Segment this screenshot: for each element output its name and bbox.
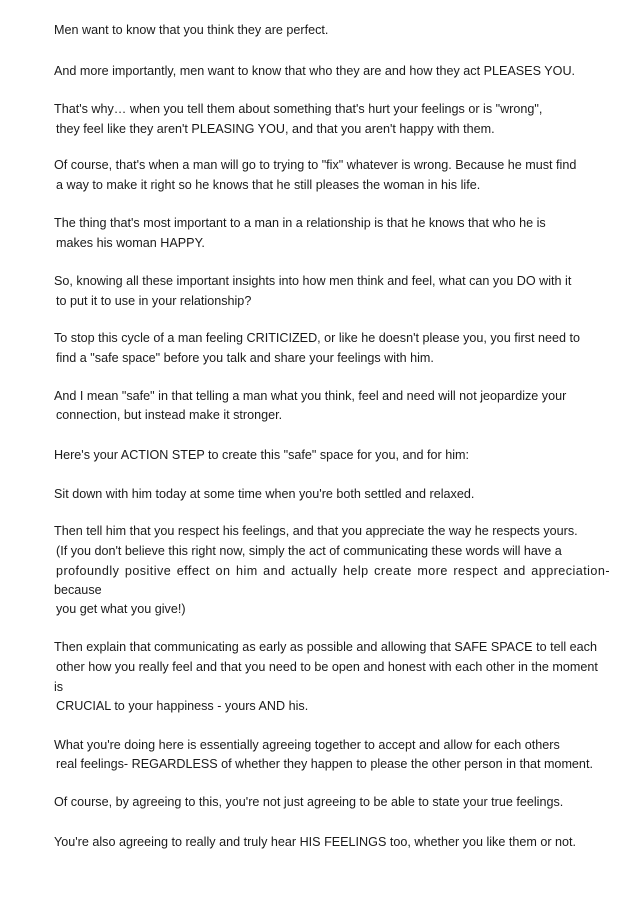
paragraph-line: And more importantly, men want to know that who they are and how they act PLEASES YOU.	[54, 64, 576, 78]
paragraph-line: Of course, that's when a man will go to trying to "fix" whatever is wrong. Because he must find	[54, 158, 577, 172]
paragraph-line: CRUCIAL to your happiness - yours AND his.	[56, 699, 309, 713]
paragraph-line: Men want to know that you think they are perfect.	[54, 23, 329, 37]
paragraph-line: connection, but instead make it stronger.	[56, 408, 283, 422]
paragraph-line: is	[54, 680, 64, 694]
paragraph-line: because	[54, 583, 102, 597]
paragraph-line: to put it to use in your relationship?	[56, 294, 252, 308]
paragraph-line: profoundly positive effect on him and actually help create more respect and appreciation-	[56, 564, 610, 578]
paragraph-line: real feelings- REGARDLESS of whether they happen to please the other person in that moment.	[56, 757, 593, 771]
paragraph-line: That's why… when you tell them about something that's hurt your feelings or is "wrong",	[54, 102, 543, 116]
paragraph-line: (If you don't believe this right now, simply the act of communicating these words will have a	[56, 544, 562, 558]
paragraph-line: Here's your ACTION STEP to create this "safe" space for you, and for him:	[54, 448, 469, 462]
paragraph-line: To stop this cycle of a man feeling CRITICIZED, or like he doesn't please you, you first need to	[54, 331, 580, 345]
paragraph-line: You're also agreeing to really and truly hear HIS FEELINGS too, whether you like them or not.	[54, 835, 577, 849]
paragraph-line: Then explain that communicating as early as possible and allowing that SAFE SPACE to tell each	[54, 640, 597, 654]
paragraph-line: other how you really feel and that you need to be open and honest with each other in the moment	[56, 660, 598, 674]
paragraph-line: What you're doing here is essentially agreeing together to accept and allow for each others	[54, 738, 560, 752]
paragraph-line: you get what you give!)	[56, 602, 186, 616]
paragraph-line: makes his woman HAPPY.	[56, 236, 205, 250]
paragraph-line: The thing that's most important to a man in a relationship is that he knows that who he is	[54, 216, 546, 230]
paragraph-line: So, knowing all these important insights into how men think and feel, what can you DO with it	[54, 274, 572, 288]
paragraph-line: a way to make it right so he knows that he still pleases the woman in his life.	[56, 178, 481, 192]
paragraph-line: they feel like they aren't PLEASING YOU, and that you aren't happy with them.	[56, 122, 495, 136]
paragraph-line: Of course, by agreeing to this, you're not just agreeing to be able to state your true feelings.	[54, 795, 564, 809]
paragraph-line: find a "safe space" before you talk and share your feelings with him.	[56, 351, 434, 365]
paragraph-line: Sit down with him today at some time when you're both settled and relaxed.	[54, 487, 475, 501]
paragraph-line: Then tell him that you respect his feelings, and that you appreciate the way he respects yours.	[54, 524, 578, 538]
paragraph-line: And I mean "safe" in that telling a man what you think, feel and need will not jeopardize your	[54, 389, 567, 403]
